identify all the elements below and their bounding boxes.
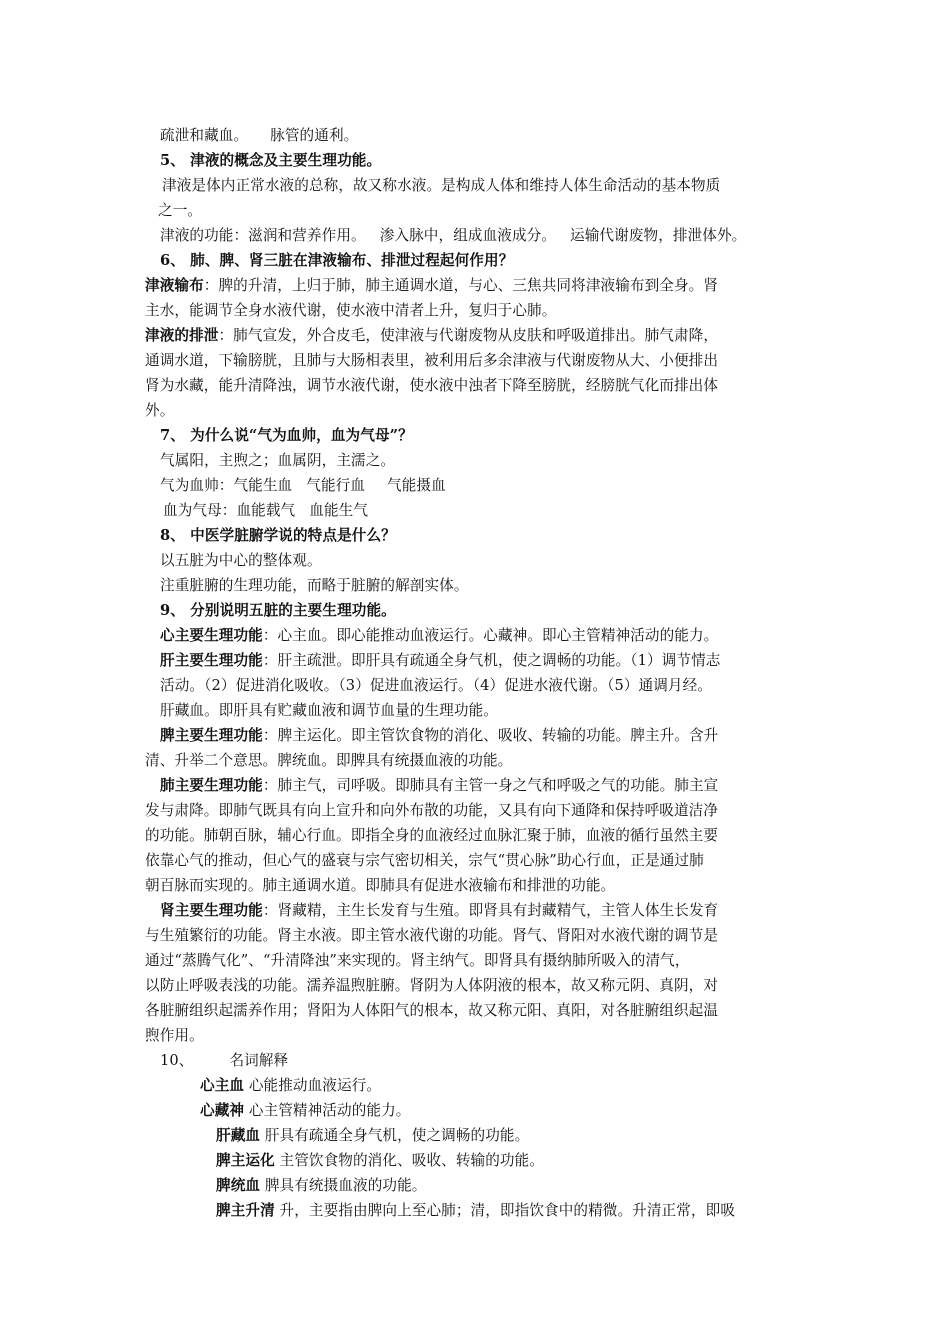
text-line: 活动。（2）促进消化吸收。（3）促进血液运行。（4）促进水液代谢。（5）通调月经。 [160,677,713,694]
text-line: 发与肃降。即肺气既具有向上宣升和向外布散的功能，又具有向下通降和保持呼吸道洁净 [145,802,719,819]
text-line: 朝百脉而实现的。肺主通调水道。即肺具有促进水液输布和排泄的功能。 [145,877,616,894]
term-label: 脾统血 [216,1177,261,1194]
term-label: 脾主升清 [216,1202,275,1219]
text-line: 煦作用。 [145,1027,204,1044]
term-label: 津液的排泄 [145,327,219,344]
text-line: 通调水道，下输膀胱，且肺与大肠相表里，被利用后多余津液与代谢废物从大、小便排出 [145,352,719,369]
question-heading-10: 10、 名词解释 [160,1052,289,1069]
term-label: 肺主要生理功能 [160,777,263,794]
term-label: 肝主要生理功能 [160,652,263,669]
text-line: 外。 [145,402,175,419]
text-line: 气属阳，主煦之；血属阴，主濡之。 [160,452,396,469]
text-line: 之一。 [158,202,203,219]
text-line: 清、升举二个意思。脾统血。即脾具有统摄血液的功能。 [145,752,513,769]
question-heading-6: 6、 肺、脾、肾三脏在津液输布、排泄过程起何作用？ [160,252,514,269]
text-line: 通过“蒸腾气化”、“升清降浊”来实现的。肾主纳气。即肾具有摄纳肺所吸入的清气， [145,952,690,969]
term-label: 心藏神 [200,1102,245,1119]
glossary-item: 脾主升清 升，主要指由脾向上至心肺；清，即指饮食中的精微。升清正常，即吸 [216,1202,736,1219]
text-line: 血为气母：血能载气 血能生气 [163,502,369,519]
text-line: 各脏腑组织起濡养作用；肾阳为人体阳气的根本，故又称元阳、真阳，对各脏腑组织起温 [145,1002,719,1019]
text-line: 疏泄和藏血。 脉管的通利。 [160,127,359,144]
question-heading-8: 8、 中医学脏腑学说的特点是什么？ [160,527,396,544]
glossary-item: 肝藏血 肝具有疏通全身气机，使之调畅的功能。 [216,1127,530,1144]
text-line: 以五脏为中心的整体观。 [160,552,322,569]
text-line: 肝藏血。即肝具有贮藏血液和调节血量的生理功能。 [160,702,498,719]
term-label: 肝藏血 [216,1127,261,1144]
text-line: 注重脏腑的生理功能，而略于脏腑的解剖实体。 [160,577,469,594]
text-line: 以防止呼吸表浅的功能。濡养温煦脏腑。肾阴为人体阴液的根本，故又称元阴、真阴，对 [145,977,719,994]
text-line: 津液输布：脾的升清，上归于肺，肺主通调水道，与心、三焦共同将津液输布到全身。肾 [145,277,719,294]
text-line: 肺主要生理功能：肺主气，司呼吸。即肺具有主管一身之气和呼吸之气的功能。肺主宣 [160,777,719,794]
text-line: 主水，能调节全身水液代谢，使水液中清者上升，复归于心肺。 [145,302,557,319]
glossary-item: 脾统血 脾具有统摄血液的功能。 [216,1177,427,1194]
text-line: 肝主要生理功能：肝主疏泄。即肝具有疏通全身气机，使之调畅的功能。（1）调节情志 [160,652,721,669]
text-line: 气为血帅：气能生血 气能行血 气能摄血 [160,477,446,494]
text-line: 与生殖繁衍的功能。肾主水液。即主管水液代谢的功能。肾气、肾阳对水液代谢的调节是 [145,927,719,944]
text-line: 的功能。肺朝百脉，辅心行血。即指全身的血液经过血脉汇聚于肺，血液的循行虽然主要 [145,827,719,844]
glossary-item: 脾主运化 主管饮食物的消化、吸收、转输的功能。 [216,1152,545,1169]
glossary-item: 心主血 心能推动血液运行。 [200,1077,382,1094]
text-line: 津液的排泄：肺气宣发，外合皮毛，使津液与代谢废物从皮肤和呼吸道排出。肺气肃降， [145,327,719,344]
question-heading-7: 7、 为什么说“气为血帅，血为气母”？ [160,427,413,444]
text-line: 津液的功能：滋润和营养作用。 渗入脉中，组成血液成分。 运输代谢废物，排泄体外。 [160,227,747,244]
term-label: 心主要生理功能 [160,627,263,644]
text-line: 心主要生理功能：心主血。即心能推动血液运行。心藏神。即心主管精神活动的能力。 [160,627,719,644]
term-label: 心主血 [200,1077,245,1094]
question-heading-9: 9、 分别说明五脏的主要生理功能。 [160,602,396,619]
text-line: 津液是体内正常水液的总称，故又称水液。是构成人体和维持人体生命活动的基本物质 [162,177,721,194]
question-heading-5: 5、 津液的概念及主要生理功能。 [160,152,382,169]
term-label: 津液输布 [145,277,204,294]
glossary-item: 心藏神 心主管精神活动的能力。 [200,1102,411,1119]
term-label: 脾主要生理功能 [160,727,263,744]
term-label: 肾主要生理功能 [160,902,263,919]
text-line: 肾为水藏，能升清降浊，调节水液代谢，使水液中浊者下降至膀胱，经膀胱气化而排出体 [145,377,719,394]
text-line: 依靠心气的推动，但心气的盛衰与宗气密切相关，宗气“贯心脉”助心行血，正是通过肺 [145,852,704,869]
text-line: 脾主要生理功能：脾主运化。即主管饮食物的消化、吸收、转输的功能。脾主升。含升 [160,727,719,744]
text-line: 肾主要生理功能：肾藏精，主生长发育与生殖。即肾具有封藏精气，主管人体生长发育 [160,902,719,919]
term-label: 脾主运化 [216,1152,275,1169]
